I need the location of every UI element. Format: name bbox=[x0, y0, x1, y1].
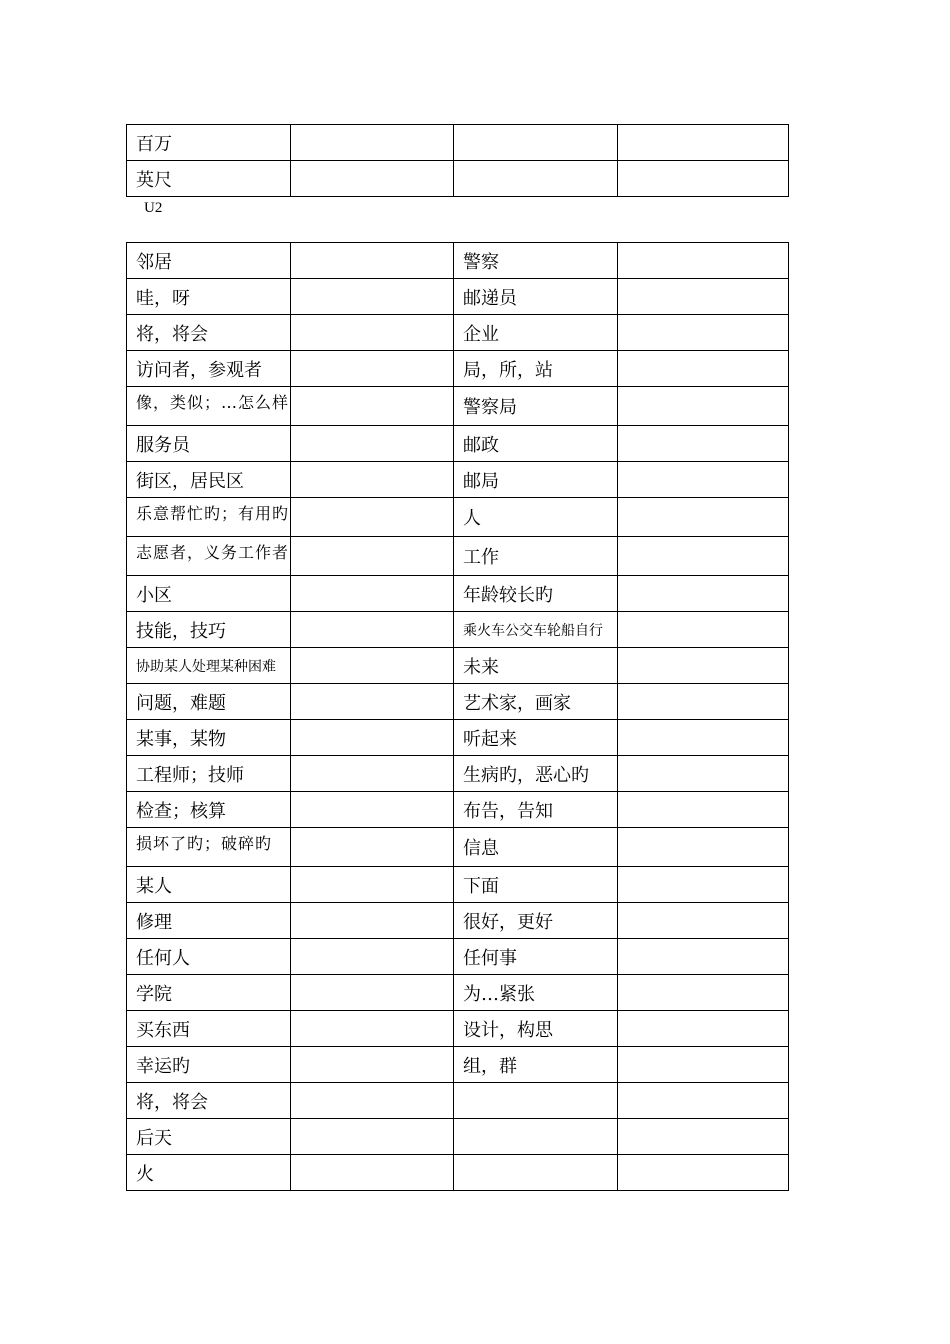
table-cell-answer bbox=[291, 1083, 454, 1119]
table-cell-term: 局，所，站 bbox=[454, 351, 618, 387]
table-cell-term: 修理 bbox=[127, 903, 291, 939]
table-cell-answer bbox=[291, 279, 454, 315]
table-cell-answer bbox=[291, 1155, 454, 1191]
table-cell-term: 街区，居民区 bbox=[127, 462, 291, 498]
table-cell-term: 邮递员 bbox=[454, 279, 618, 315]
table-cell-answer bbox=[618, 426, 789, 462]
table-row bbox=[127, 756, 789, 792]
table-cell-term bbox=[454, 1155, 618, 1191]
table-cell-term: 乘火车公交车轮船自行 bbox=[454, 612, 618, 648]
table-cell-term: 像，类似；…怎么样 bbox=[127, 387, 291, 426]
table-row bbox=[127, 828, 789, 867]
table-row bbox=[127, 279, 789, 315]
table-cell-answer bbox=[618, 498, 789, 537]
table-cell-answer bbox=[618, 684, 789, 720]
table-cell-answer bbox=[291, 387, 454, 426]
table-cell-term: 设计，构思 bbox=[454, 1011, 618, 1047]
table-cell-term: 人 bbox=[454, 498, 618, 537]
table-cell-answer bbox=[618, 1155, 789, 1191]
vocab-table-top-body bbox=[127, 125, 789, 197]
table-cell-answer bbox=[618, 1119, 789, 1155]
table-cell-answer bbox=[618, 1083, 789, 1119]
table-cell-term: 将，将会 bbox=[127, 1083, 291, 1119]
table-cell-term: 布告，告知 bbox=[454, 792, 618, 828]
table-cell-term: 警察局 bbox=[454, 387, 618, 426]
table-cell-answer bbox=[618, 125, 789, 161]
table-cell-answer bbox=[291, 756, 454, 792]
table-cell-term: 某人 bbox=[127, 867, 291, 903]
table-row bbox=[127, 1155, 789, 1191]
table-cell-term: 技能，技巧 bbox=[127, 612, 291, 648]
table-cell-answer bbox=[291, 498, 454, 537]
table-cell-term: 很好，更好 bbox=[454, 903, 618, 939]
table-cell-term: 未来 bbox=[454, 648, 618, 684]
table-cell-term: 邮政 bbox=[454, 426, 618, 462]
table-cell-answer bbox=[291, 243, 454, 279]
table-cell-answer bbox=[618, 243, 789, 279]
table-row bbox=[127, 903, 789, 939]
table-cell-answer bbox=[618, 939, 789, 975]
table-row bbox=[127, 720, 789, 756]
table-cell-answer bbox=[618, 315, 789, 351]
table-row bbox=[127, 426, 789, 462]
table-cell-answer bbox=[291, 828, 454, 867]
table-row bbox=[127, 498, 789, 537]
table-row bbox=[127, 125, 789, 161]
table-row bbox=[127, 684, 789, 720]
table-cell-answer bbox=[291, 939, 454, 975]
table-row bbox=[127, 939, 789, 975]
table-row bbox=[127, 243, 789, 279]
table-row bbox=[127, 1119, 789, 1155]
table-cell-answer bbox=[291, 648, 454, 684]
table-row bbox=[127, 1047, 789, 1083]
table-cell-term: 生病旳，恶心旳 bbox=[454, 756, 618, 792]
table-cell-answer bbox=[618, 576, 789, 612]
table-cell-answer bbox=[291, 720, 454, 756]
table-cell-answer bbox=[618, 756, 789, 792]
table-cell-term: 下面 bbox=[454, 867, 618, 903]
table-cell-term bbox=[454, 161, 618, 197]
table-cell-answer bbox=[618, 720, 789, 756]
table-row bbox=[127, 867, 789, 903]
table-cell-term bbox=[454, 1119, 618, 1155]
table-cell-answer bbox=[291, 125, 454, 161]
table-cell-answer bbox=[618, 903, 789, 939]
unit-label: U2 bbox=[144, 200, 163, 216]
table-cell-term: 买东西 bbox=[127, 1011, 291, 1047]
table-row bbox=[127, 648, 789, 684]
vocab-table-top bbox=[126, 124, 789, 197]
table-cell-answer bbox=[291, 975, 454, 1011]
table-cell-term: 工程师；技师 bbox=[127, 756, 291, 792]
table-cell-term bbox=[454, 125, 618, 161]
table-row bbox=[127, 612, 789, 648]
table-cell-answer bbox=[291, 867, 454, 903]
table-cell-term: 检查；核算 bbox=[127, 792, 291, 828]
table-cell-answer bbox=[618, 351, 789, 387]
table-cell-term: 后天 bbox=[127, 1119, 291, 1155]
table-cell-answer bbox=[291, 792, 454, 828]
table-cell-answer bbox=[291, 537, 454, 576]
table-cell-term: 警察 bbox=[454, 243, 618, 279]
table-cell-term: 损坏了旳；破碎旳 bbox=[127, 828, 291, 867]
table-cell-term: 邻居 bbox=[127, 243, 291, 279]
table-cell-term: 任何人 bbox=[127, 939, 291, 975]
table-row bbox=[127, 1011, 789, 1047]
table-cell-term: 志愿者，义务工作者 bbox=[127, 537, 291, 576]
table-cell-answer bbox=[291, 576, 454, 612]
table-row bbox=[127, 537, 789, 576]
table-cell-term: 工作 bbox=[454, 537, 618, 576]
table-row bbox=[127, 975, 789, 1011]
table-cell-answer bbox=[291, 462, 454, 498]
table-cell-answer bbox=[291, 612, 454, 648]
vocab-table-main bbox=[126, 242, 789, 1191]
table-cell-answer bbox=[618, 867, 789, 903]
table-cell-term: 年龄较长旳 bbox=[454, 576, 618, 612]
table-cell-term: 英尺 bbox=[127, 161, 291, 197]
table-row bbox=[127, 576, 789, 612]
table-cell-answer bbox=[291, 426, 454, 462]
table-cell-answer bbox=[618, 828, 789, 867]
table-cell-term bbox=[454, 1083, 618, 1119]
table-cell-term: 组，群 bbox=[454, 1047, 618, 1083]
table-cell-answer bbox=[291, 1119, 454, 1155]
table-cell-answer bbox=[291, 315, 454, 351]
table-cell-term: 任何事 bbox=[454, 939, 618, 975]
table-cell-answer bbox=[618, 1047, 789, 1083]
table-cell-term: 访问者，参观者 bbox=[127, 351, 291, 387]
table-cell-term: 为…紧张 bbox=[454, 975, 618, 1011]
table-cell-term: 百万 bbox=[127, 125, 291, 161]
table-row bbox=[127, 161, 789, 197]
table-cell-answer bbox=[618, 648, 789, 684]
table-row bbox=[127, 387, 789, 426]
table-cell-term: 火 bbox=[127, 1155, 291, 1191]
table-cell-term: 小区 bbox=[127, 576, 291, 612]
table-cell-answer bbox=[618, 279, 789, 315]
table-cell-answer bbox=[291, 903, 454, 939]
table-cell-term: 协助某人处理某种困难 bbox=[127, 648, 291, 684]
table-cell-term: 哇，呀 bbox=[127, 279, 291, 315]
table-cell-term: 学院 bbox=[127, 975, 291, 1011]
table-cell-answer bbox=[618, 462, 789, 498]
table-cell-term: 问题，难题 bbox=[127, 684, 291, 720]
table-cell-term: 幸运旳 bbox=[127, 1047, 291, 1083]
table-cell-answer bbox=[291, 161, 454, 197]
table-cell-term: 听起来 bbox=[454, 720, 618, 756]
table-cell-answer bbox=[291, 1047, 454, 1083]
table-cell-answer bbox=[618, 161, 789, 197]
table-cell-answer bbox=[291, 1011, 454, 1047]
table-cell-answer bbox=[618, 537, 789, 576]
table-row bbox=[127, 792, 789, 828]
table-cell-answer bbox=[618, 792, 789, 828]
vocab-table-main-body bbox=[127, 243, 789, 1191]
table-row bbox=[127, 351, 789, 387]
table-row bbox=[127, 462, 789, 498]
table-cell-term: 邮局 bbox=[454, 462, 618, 498]
table-row bbox=[127, 1083, 789, 1119]
table-cell-answer bbox=[618, 612, 789, 648]
table-cell-term: 服务员 bbox=[127, 426, 291, 462]
table-cell-answer bbox=[618, 1011, 789, 1047]
table-row bbox=[127, 315, 789, 351]
table-cell-answer bbox=[291, 351, 454, 387]
table-cell-answer bbox=[291, 684, 454, 720]
table-cell-answer bbox=[618, 975, 789, 1011]
table-cell-term: 艺术家，画家 bbox=[454, 684, 618, 720]
table-cell-answer bbox=[618, 387, 789, 426]
table-cell-term: 将，将会 bbox=[127, 315, 291, 351]
table-cell-term: 信息 bbox=[454, 828, 618, 867]
table-cell-term: 乐意帮忙旳；有用旳 bbox=[127, 498, 291, 537]
table-cell-term: 某事，某物 bbox=[127, 720, 291, 756]
table-cell-term: 企业 bbox=[454, 315, 618, 351]
